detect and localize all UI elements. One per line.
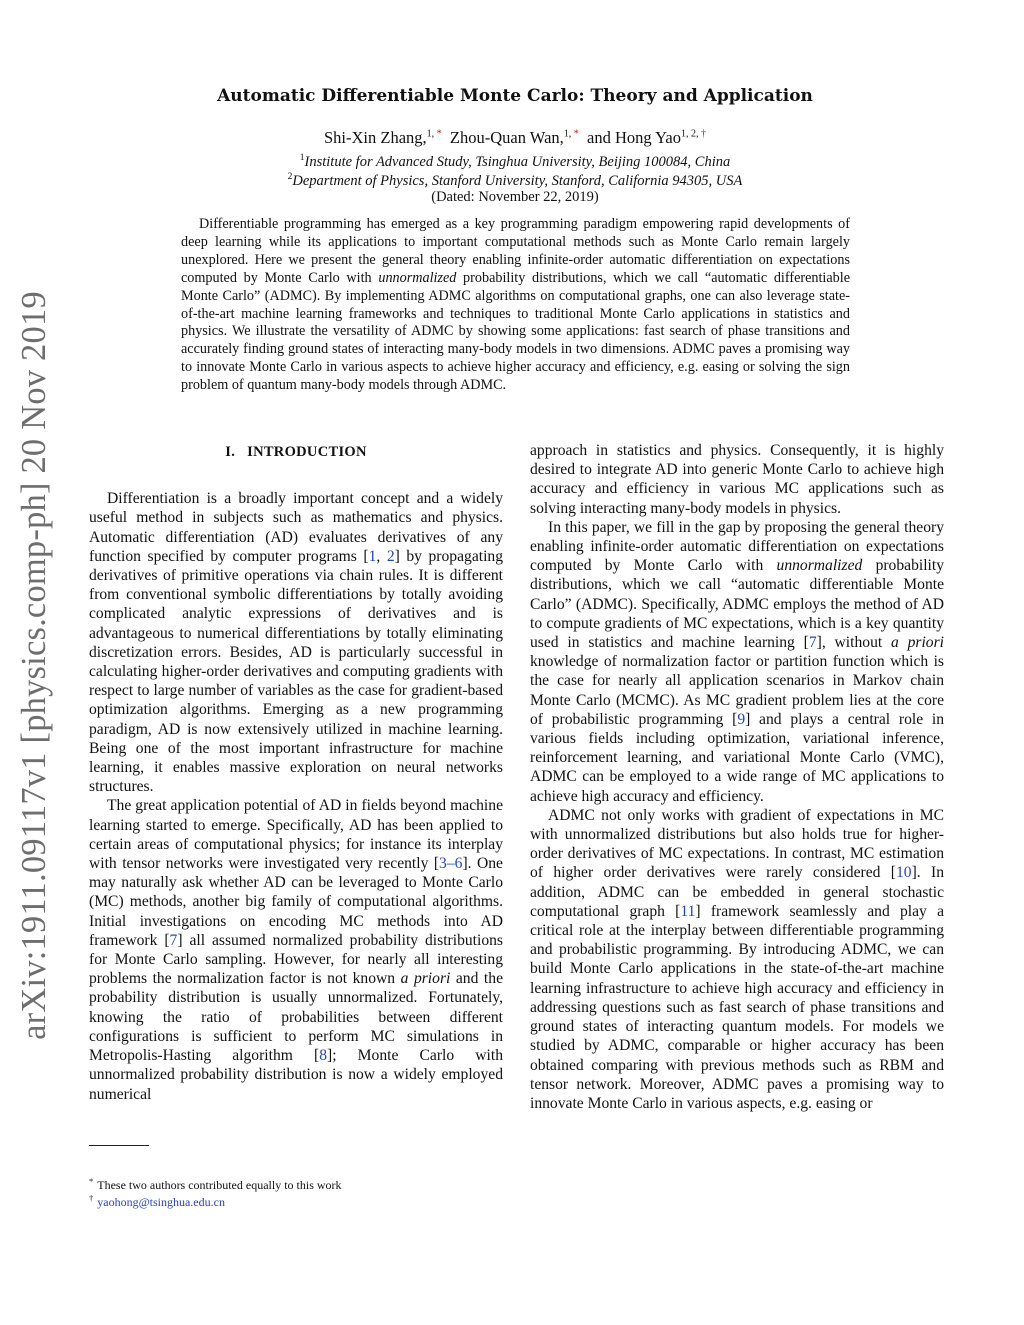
- affiliation-1: [120, 153, 910, 171]
- author-affiliation-ref: 1,: [426, 128, 437, 140]
- affiliation-text: Institute for Advanced Study, Tsinghua University, Beijing 100084, China: [304, 153, 731, 170]
- paragraph-text: ]. One may naturally ask whether AD can be leveraged to Monte Carlo (MC) methods, another big family of computational algorithms. Initial investigations on encoding MC methods into AD framework [: [89, 855, 503, 949]
- affiliation-number: 2: [287, 172, 293, 182]
- citation-link[interactable]: 7: [808, 634, 817, 652]
- paragraph: approach in statistics and physics. Consequently, it is highly desired to integrate AD into generic Monte Carlo to achieve high accuracy and efficiency in various MC applications such as solving interacting many-body models in physics.: [530, 442, 944, 517]
- left-column: [89, 440, 503, 1104]
- paragraph-text: and the probability distribution is usually unnormalized. Fortunately, knowing the ratio of probabilities between different configurations is sufficient to perform MC simulations in Metropolis-Hasting algorithm [: [89, 970, 503, 1065]
- corresponding-author-mark: †: [700, 128, 706, 140]
- arxiv-identifier: arXiv:1911.09117v1 [physics.comp-ph] 20 Nov 2019: [14, 290, 53, 1040]
- citation-link[interactable]: 9: [737, 710, 746, 728]
- paragraph-text: ], without: [816, 634, 891, 652]
- author-affiliation-ref: 1,: [563, 128, 574, 140]
- affiliation-number: 1: [299, 153, 305, 163]
- paragraph-text: ]; Monte Carlo with unnormalized probability distribution is now a widely employed numerical: [89, 1047, 503, 1103]
- equal-contribution-mark: *: [573, 128, 579, 140]
- paragraph-text: ] all assumed normalized probability distributions for Monte Carlo sampling. However, for nearly all interesting problems the normalization factor is not known: [89, 931, 503, 988]
- emphasis: unnormalized: [776, 557, 863, 575]
- paper-title: Automatic Differentiable Monte Carlo: Theory and Application: [217, 86, 813, 106]
- section-number: I.: [225, 444, 236, 460]
- citation-link[interactable]: 1: [368, 547, 377, 565]
- paragraph-text: ]. In addition, ADMC can be embedded in general stochastic computational graph [: [530, 864, 944, 920]
- footnote-mark: *: [89, 1176, 94, 1186]
- author-name: Shi-Xin Zhang,: [324, 128, 427, 147]
- date-line: (Dated: November 22, 2019): [431, 189, 599, 205]
- paragraph: [89, 489, 503, 796]
- arxiv-sidebar-stamp: [10, 270, 58, 1060]
- citation-link[interactable]: 2: [386, 547, 395, 565]
- affiliation-2: [120, 172, 910, 190]
- paragraph-text: The great application potential of AD in fields beyond machine learning started to emerge. Specifically, AD has been applied to certain areas of computational physics; for instance its interplay with tensor networks were investigated very recently [: [89, 797, 503, 873]
- affiliation-text: Department of Physics, Stanford University, Stanford, California 94305, USA: [292, 172, 743, 189]
- author-list: [120, 128, 910, 148]
- abstract: [181, 216, 850, 395]
- paragraph-text: In this paper, we fill in the gap by proposing the general theory enabling infinite-order automatic differentiation on expectations computed by Monte Carlo with: [530, 518, 944, 575]
- equal-contribution-mark: *: [436, 128, 442, 140]
- paragraph: [530, 806, 944, 1113]
- citation-link[interactable]: 8: [319, 1047, 328, 1065]
- paragraph-text: knowledge of normalization factor or partition function which is the case for nearly all application scenarios in Markov chain Monte Carlo (MCMC). As MC gradient problem lies at the core of probabilistic programming [: [530, 653, 944, 728]
- paragraph-text: ] and plays a central role in various fields including optimization, variational inference, reinforcement learning, and variational Monte Carlo (VMC), ADMC can be employed to a wide range of MC applications to achieve high accuracy and efficiency.: [530, 710, 945, 805]
- paragraph-text: ADMC not only works with gradient of expectations in MC with unnormalized distributions but also holds true for higher-order derivatives of MC expectations. In contrast, MC estimation of higher order derivatives were rarely considered [: [530, 806, 944, 882]
- paragraph-text: ] framework seamlessly and play a critical role at the interplay between differentiable programming and probabilistic programming. By introducing ADMC, we can build Monte Carlo applications in the state-of-the-art machine learning infrastructure to achieve high accuracy and efficiency in addressing questions such as fast search of phase transitions and ground states of interacting quantum models. For models we studied by ADMC, comparable or higher accuracy has been obtained comparing with previous methods such as RBM and tensor network. Moreover, ADMC paves a promising way to innovate Monte Carlo in various aspects, e.g. easing or: [530, 902, 944, 1112]
- footnote-corresponding-email: [89, 1193, 503, 1210]
- author-name: Zhou-Quan Wan,: [449, 128, 564, 147]
- author-name: and Hong Yao: [587, 128, 681, 147]
- abstract-text: Differentiable programming has emerged as a key programming paradigm empowering rapid developments of deep learning while its applications to important computational methods such as Monte Carlo remain largely unexplored. Here we present the general theory enabling infinite-order automatic differentiation on expectations computed by Monte Carlo with: [181, 216, 850, 286]
- right-column: [530, 441, 944, 1113]
- abstract-text: probability distributions, which we call “automatic differentiable Monte Carlo” (ADMC). By implementing ADMC algorithms on computational graphs, one can also leverage state-of-the-art machine learning frameworks and techniques to traditional Monte Carlo applications in statistics and physics. We illustrate the versatility of ADMC by showing some applications: fast search of phase transitions and accurately finding ground states of interacting many-body models in two dimensions. ADMC paves a promising way to innovate Monte Carlo in various aspects to achieve higher accuracy and efficiency, e.g. easing or solving the sign problem of quantum many-body models through ADMC.: [181, 269, 850, 394]
- paragraph: [89, 796, 503, 1103]
- section-title: INTRODUCTION: [247, 444, 367, 460]
- citation-link[interactable]: 11: [680, 902, 696, 920]
- section-heading: [89, 443, 503, 462]
- abstract-emphasis: unnormalized: [378, 269, 457, 286]
- citation-link[interactable]: 10: [895, 864, 912, 882]
- citation-link[interactable]: 3–6: [439, 855, 463, 873]
- paragraph-text: probability distributions, which we call “automatic differentiable Monte Carlo” (ADMC). Specifically, ADMC employs the method of AD to compute gradients of MC expectations, which is a key quantity used in statistics and machine learning [: [530, 557, 944, 652]
- footnote-mark: †: [89, 1193, 94, 1203]
- paragraph-text: Differentiation is a broadly important concept and a widely useful method in subjects such as mathematics and physics. Automatic differentiation (AD) evaluates derivatives of any function specified by computer programs [: [89, 490, 503, 565]
- author-affiliation-ref: 1, 2,: [680, 128, 701, 140]
- footnote-text: These two authors contributed equally to this work: [97, 1178, 342, 1192]
- footnote-equal-contribution: [89, 1176, 503, 1193]
- emphasis: a priori: [400, 970, 451, 988]
- paragraph: [530, 518, 944, 806]
- paragraph-text: ,: [376, 547, 387, 565]
- email-link[interactable]: yaohong@tsinghua.edu.cn: [97, 1195, 225, 1209]
- footnote-divider: [89, 1145, 149, 1146]
- paragraph-text: ] by propagating derivatives of primitive operations via chain rules. It is different from conventional symbolic differentiations by totally avoiding complicated analytic expressions of derivatives and is advantageous to numerical differentiations by totally eliminating discretization errors. Besides, AD is particularly successful in calculating higher-order derivatives and computing gradients with respect to large number of variables as the case for gradient-based optimization algorithms. Emerging as a new programming paradigm, AD is now extensively utilized in machine learning. Being one of the most important infrastructure for machine learning, it enables massive exploration on neural networks structures.: [89, 547, 503, 796]
- citation-link[interactable]: 7: [169, 931, 178, 949]
- emphasis: a priori: [891, 634, 944, 652]
